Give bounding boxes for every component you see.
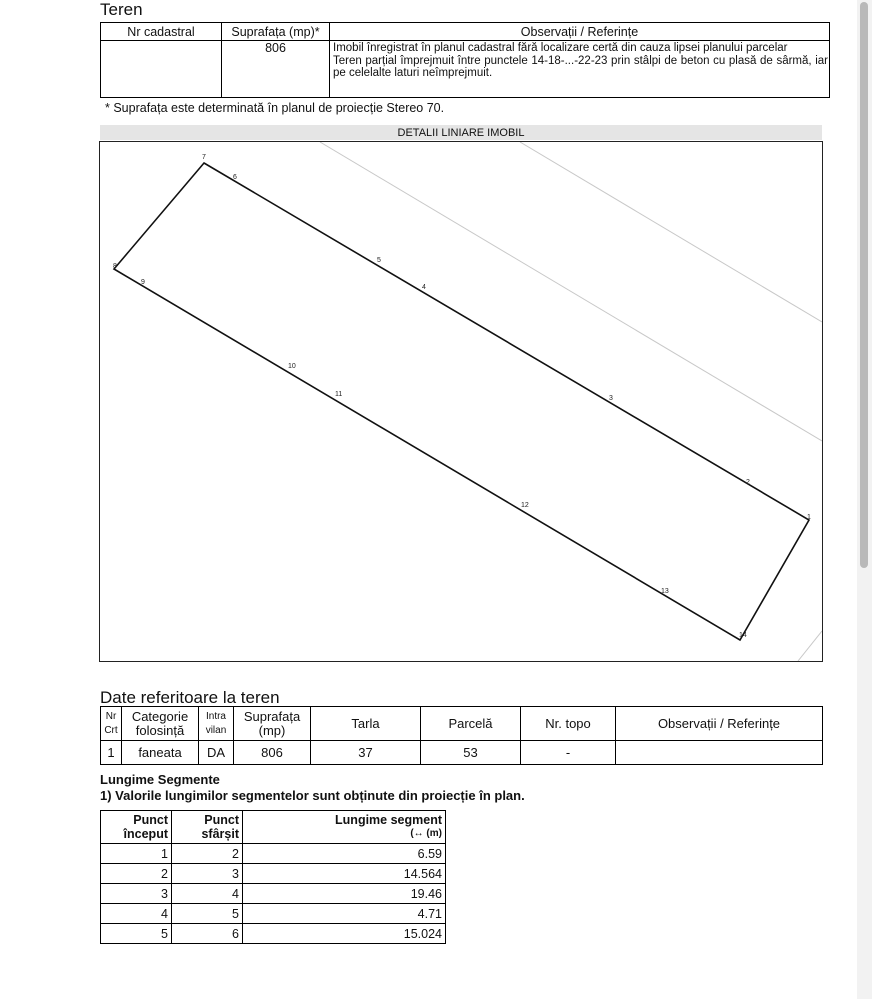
cell-punct-sfarsit: 6 [172,924,243,944]
point-label-10: 10 [288,363,296,370]
cell-categorie: faneata [122,741,199,765]
cell-punct-inceput: 1 [101,844,172,864]
header-lungime-unit: (↔ (m) [410,828,442,839]
date-table [100,706,823,765]
cell-punct-inceput: 2 [101,864,172,884]
cell-punct-sfarsit: 4 [172,884,243,904]
point-label-1: 1 [807,514,811,521]
header-categorie: Categorie folosință [122,707,199,741]
header-lungime-label: Lungime segment [335,813,442,827]
cell-observatii [330,41,830,98]
header-tarla: Tarla [311,707,421,741]
segmente-title: Lungime Segmente [100,772,220,787]
segment-row [101,904,446,924]
point-label-7: 7 [202,154,206,161]
cell-lungime: 4.71 [243,904,446,924]
parcel-drawing [99,141,823,662]
cell-nr-crt: 1 [101,741,122,765]
segmente-table [100,810,446,944]
teren-footnote: * Suprafața este determinată în planul de proiecție Stereo 70. [105,101,445,115]
detalii-header: DETALII LINIARE IMOBIL [100,125,822,140]
cell-lungime: 14.564 [243,864,446,884]
cell-punct-sfarsit: 3 [172,864,243,884]
date-title: Date referitoare la teren [100,688,280,707]
cell-lungime: 19.46 [243,884,446,904]
header-nr-cadastral: Nr cadastral [101,23,222,41]
cell-parcela: 53 [421,741,521,765]
header-observatii-ref: Observații / Referințe [616,707,823,741]
point-label-6: 6 [233,174,237,181]
parcel-outline [114,163,809,640]
obs-line-1: Imobil înregistrat în planul cadastral fără localizare certă din cauza lipsei planului parcelar [333,42,788,54]
teren-title: Teren [100,0,143,19]
header-punct-inceput: Punct început [101,811,172,844]
point-label-13: 13 [661,588,669,595]
point-label-11: 11 [335,391,343,398]
header-suprafata-mp: Suprafața (mp) [234,707,311,741]
cell-suprafata-mp: 806 [234,741,311,765]
cell-punct-sfarsit: 2 [172,844,243,864]
segment-row [101,844,446,864]
segment-row [101,864,446,884]
point-label-2: 2 [746,479,750,486]
cell-lungime: 6.59 [243,844,446,864]
neighbour-line-3 [798,631,822,661]
segment-row [101,924,446,944]
header-intravilan: Intra vilan [199,707,234,741]
point-label-14: 14 [739,632,747,639]
header-nr-topo: Nr. topo [521,707,616,741]
cell-punct-inceput: 3 [101,884,172,904]
cell-punct-sfarsit: 5 [172,904,243,924]
point-label-8: 8 [113,263,117,270]
point-label-4: 4 [422,284,426,291]
header-parcela: Parcelă [421,707,521,741]
cell-nr-cadastral [101,41,222,98]
cell-suprafata: 806 [222,41,330,98]
header-punct-sfarsit: Punct sfârșit [172,811,243,844]
header-lungime [243,811,446,844]
segment-row [101,884,446,904]
scrollbar-thumb[interactable] [860,2,868,568]
parcel-svg [100,142,822,661]
point-label-9: 9 [141,279,145,286]
cell-punct-inceput: 4 [101,904,172,924]
header-observatii: Observații / Referințe [330,23,830,41]
header-suprafata: Suprafața (mp)* [222,23,330,41]
teren-table [100,22,830,98]
cell-intravilan: DA [199,741,234,765]
cell-tarla: 37 [311,741,421,765]
point-label-3: 3 [609,395,613,402]
cell-observatii-ref [616,741,823,765]
header-nr-crt: Nr Crt [101,707,122,741]
segmente-body [101,844,446,944]
cell-punct-inceput: 5 [101,924,172,944]
cell-lungime: 15.024 [243,924,446,944]
point-label-5: 5 [377,257,381,264]
obs-line-2: Teren parțial împrejmuit între punctele 14-18-...-22-23 prin stâlpi de beton cu plasă de sârmă, iar pe celelalte laturi neîmprejmuit. [333,54,828,79]
segmente-note: 1) Valorile lungimilor segmentelor sunt obținute din proiecție în plan. [100,788,525,803]
neighbour-line-1 [320,142,822,441]
point-label-12: 12 [521,502,529,509]
cell-nr-topo: - [521,741,616,765]
neighbour-line-2 [520,142,822,322]
